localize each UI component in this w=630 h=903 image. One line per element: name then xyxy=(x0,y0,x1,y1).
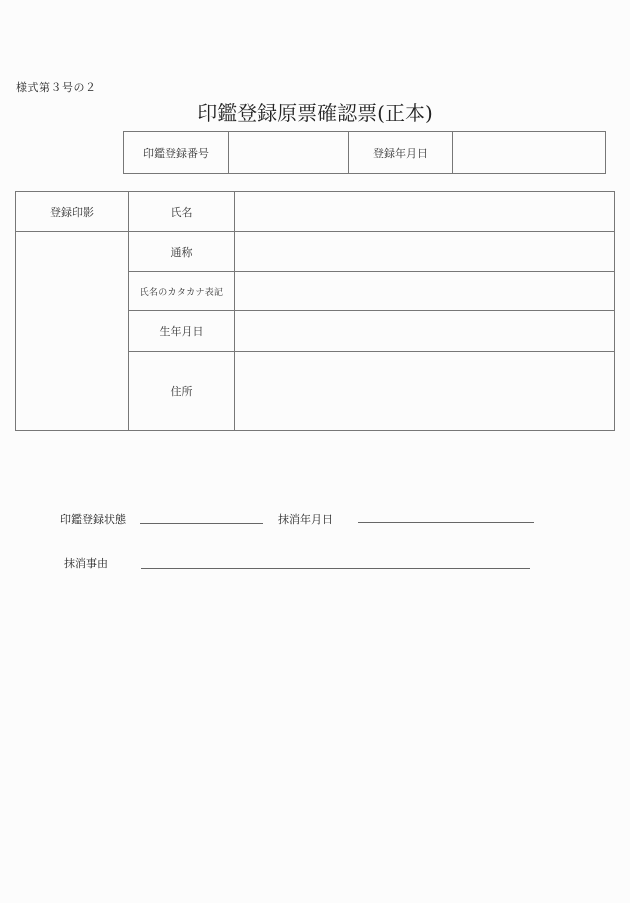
table-row xyxy=(16,192,615,232)
address-label: 住所 xyxy=(129,351,235,430)
document-title-text: 印鑑登録原票確認票(正本) xyxy=(197,101,433,125)
seal-record-table xyxy=(15,191,615,431)
seal-status-label: 印鑑登録状態 xyxy=(60,513,126,526)
seal-impression-area[interactable] xyxy=(16,232,129,431)
form-number: 様式第３号の２ xyxy=(16,81,97,94)
name-field[interactable] xyxy=(235,192,615,232)
katakana-name-label: 氏名のカタカナ表記 xyxy=(129,272,235,311)
name-label: 氏名 xyxy=(129,192,235,232)
cancel-date-label: 抹消年月日 xyxy=(278,513,333,526)
alias-label: 通称 xyxy=(129,232,235,272)
registration-date-label: 登録年月日 xyxy=(349,132,453,174)
cancel-date-field[interactable] xyxy=(358,522,534,523)
alias-field[interactable] xyxy=(235,232,615,272)
registration-row xyxy=(124,132,606,174)
document-title xyxy=(0,97,630,126)
katakana-name-field[interactable] xyxy=(235,272,615,311)
birthdate-label: 生年月日 xyxy=(129,311,235,351)
registration-number-field[interactable] xyxy=(229,132,349,174)
cancel-reason-field[interactable] xyxy=(141,568,530,569)
cancel-reason-label: 抹消事由 xyxy=(64,557,108,570)
address-field[interactable] xyxy=(235,351,615,430)
registration-table xyxy=(123,131,606,174)
registration-number-label: 印鑑登録番号 xyxy=(124,132,229,174)
seal-status-field[interactable] xyxy=(140,523,263,524)
seal-impression-label: 登録印影 xyxy=(16,192,129,232)
birthdate-field[interactable] xyxy=(235,311,615,351)
table-row xyxy=(16,232,615,272)
registration-date-field[interactable] xyxy=(453,132,606,174)
